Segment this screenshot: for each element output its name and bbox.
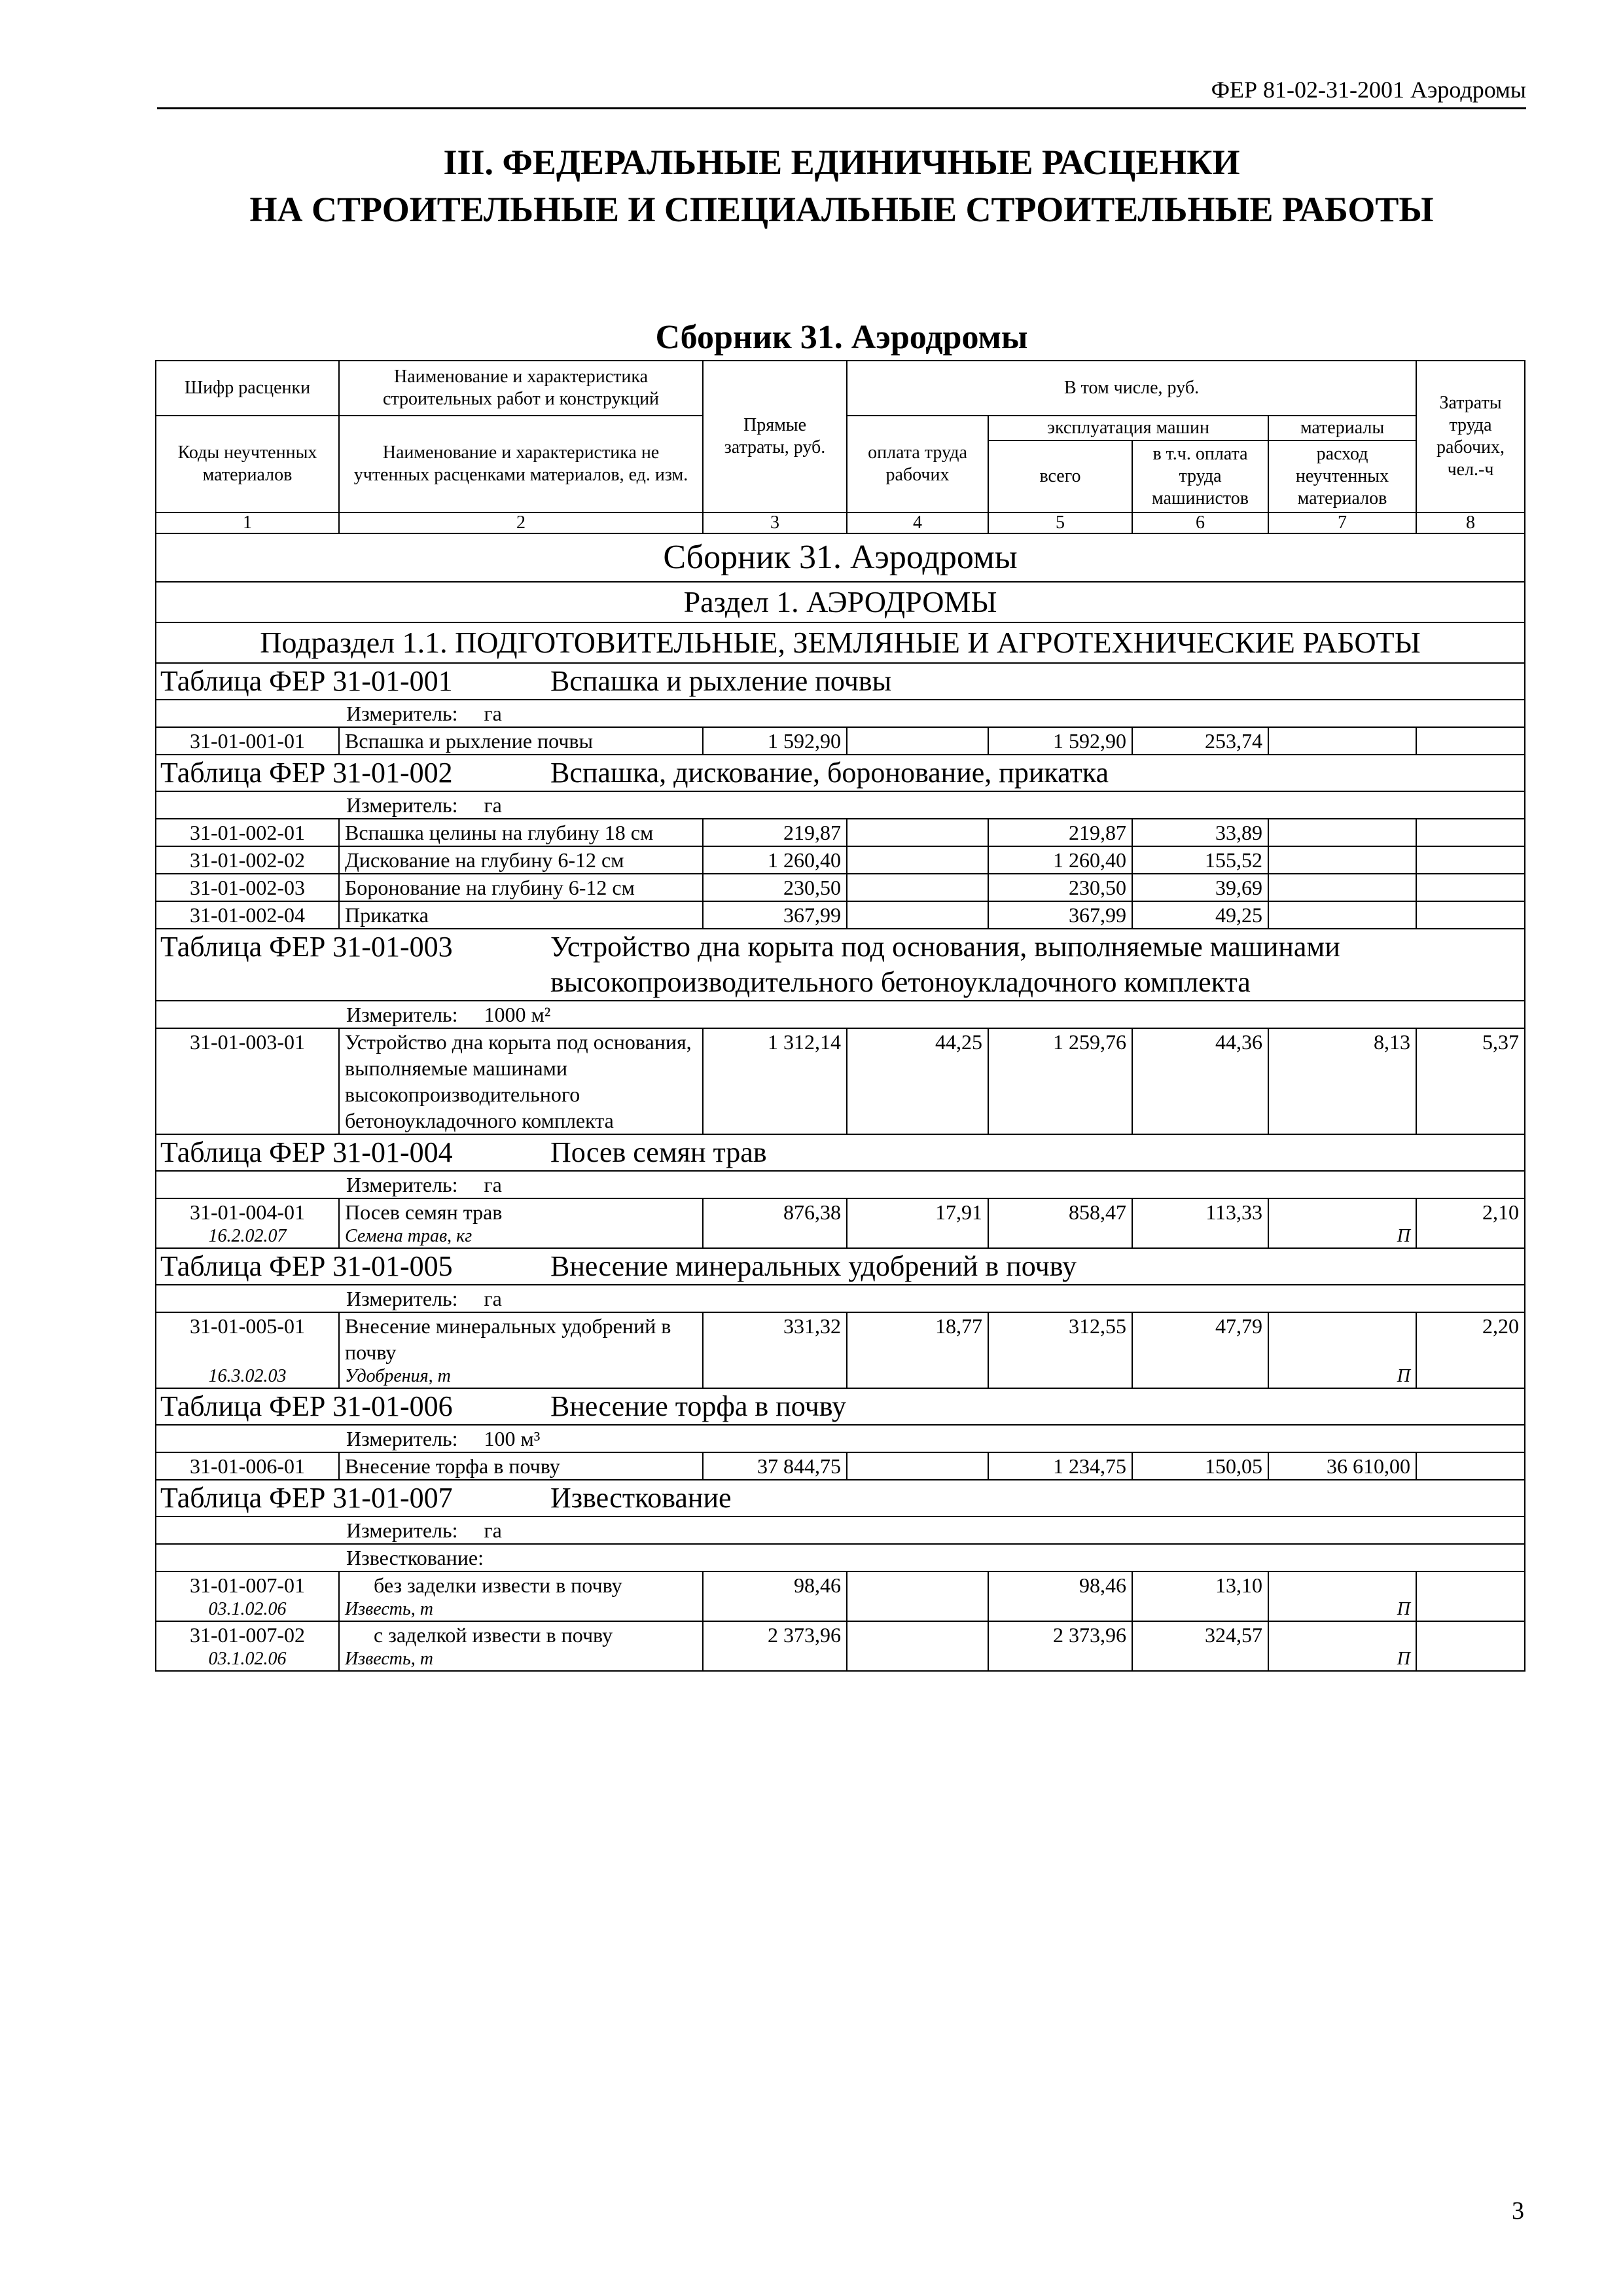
machines-pay: 155,52 [1132, 846, 1268, 874]
rate-table-number: Таблица ФЕР 31-01-002 [160, 757, 453, 789]
direct-cost: 1 312,14 [703, 1028, 847, 1134]
labor-cost: 2,10 [1416, 1198, 1525, 1248]
material-name: Известь, т [339, 1648, 703, 1671]
material-use: П [1268, 1598, 1416, 1621]
machines-total: 367,99 [988, 901, 1132, 929]
measure-label: Измеритель: [346, 793, 458, 817]
rate-code: 31-01-002-03 [156, 874, 339, 901]
rate-code: 31-01-007-01 [156, 1571, 339, 1598]
labor-pay [847, 1621, 988, 1671]
direct-cost: 331,32 [703, 1312, 847, 1388]
machines-total: 2 373,96 [988, 1621, 1132, 1671]
direct-cost: 219,87 [703, 819, 847, 846]
direct-cost: 1 260,40 [703, 846, 847, 874]
machines-total: 1 592,90 [988, 727, 1132, 755]
machines-pay: 49,25 [1132, 901, 1268, 929]
rate-name: Посев семян трав [339, 1198, 703, 1225]
col-number: 1 [156, 512, 339, 533]
materials [1268, 819, 1416, 846]
material-name: Удобрения, т [339, 1365, 703, 1388]
rate-table-number: Таблица ФЕР 31-01-006 [160, 1390, 453, 1422]
materials: 8,13 [1268, 1028, 1416, 1134]
main-title-line-1: III. ФЕДЕРАЛЬНЫЕ ЕДИНИЧНЫЕ РАСЦЕНКИ [443, 143, 1240, 182]
machines-pay: 33,89 [1132, 819, 1268, 846]
materials [1268, 1312, 1416, 1365]
labor-pay [847, 819, 988, 846]
rate-table-number: Таблица ФЕР 31-01-003 [160, 931, 453, 963]
col-number: 8 [1416, 512, 1525, 533]
rate-table-title [156, 1480, 1525, 1516]
machines-total: 1 259,76 [988, 1028, 1132, 1134]
rate-name: Вспашка целины на глубину 18 см [339, 819, 703, 846]
direct-cost: 98,46 [703, 1571, 847, 1621]
machines-total: 98,46 [988, 1571, 1132, 1621]
labor-cost: 5,37 [1416, 1028, 1525, 1134]
collection-heading: Сборник 31. Аэродромы [156, 533, 1525, 582]
machines-pay: 44,36 [1132, 1028, 1268, 1134]
measure-row [156, 1516, 1525, 1544]
table-row [156, 901, 1525, 929]
rate-code: 31-01-003-01 [156, 1028, 339, 1134]
col-labor-cost: Затраты труда рабочих, чел.-ч [1416, 361, 1525, 512]
rate-name: без заделки извести в почву [339, 1571, 703, 1598]
measure-value: га [484, 793, 502, 817]
material-use: П [1268, 1225, 1416, 1248]
materials [1268, 1571, 1416, 1598]
rate-code: 31-01-005-01 [156, 1312, 339, 1365]
col-incl: В том числе, руб. [847, 361, 1416, 416]
rate-code: 31-01-001-01 [156, 727, 339, 755]
rate-table-number: Таблица ФЕР 31-01-005 [160, 1250, 453, 1282]
measure-label: Измеритель: [346, 1518, 458, 1542]
labor-cost: 2,20 [1416, 1312, 1525, 1388]
col-materials: материалы [1268, 416, 1416, 440]
rate-table-number: Таблица ФЕР 31-01-001 [160, 665, 453, 697]
col-name: Наименование и характеристика строительных работ и конструкций [339, 361, 703, 416]
labor-pay: 18,77 [847, 1312, 988, 1388]
materials [1268, 1198, 1416, 1225]
table-row [156, 1571, 1525, 1598]
table-row [156, 1621, 1525, 1648]
machines-pay: 324,57 [1132, 1621, 1268, 1671]
rate-table-title [156, 1248, 1525, 1285]
table-header [156, 361, 1525, 533]
table-row [156, 727, 1525, 755]
labor-cost [1416, 1571, 1525, 1621]
direct-cost: 876,38 [703, 1198, 847, 1248]
rate-table-title [156, 929, 1525, 1001]
machines-pay: 47,79 [1132, 1312, 1268, 1388]
rate-table-name: Устройство дна корыта под основания, выполняемые машинами высокопроизводительного бетоноукладочного комплекта [550, 931, 1340, 998]
labor-pay: 44,25 [847, 1028, 988, 1134]
measure-row [156, 1285, 1525, 1312]
machines-pay: 253,74 [1132, 727, 1268, 755]
page-number: 3 [1512, 2197, 1524, 2225]
material-code: 03.1.02.06 [156, 1598, 339, 1621]
rate-table-number: Таблица ФЕР 31-01-004 [160, 1136, 453, 1168]
material-code: 16.2.02.07 [156, 1225, 339, 1248]
rate-table-name: Внесение минеральных удобрений в почву [550, 1250, 1077, 1282]
materials [1268, 1621, 1416, 1648]
rate-name: Устройство дна корыта под основания, выполняемые машинами высокопроизводительного бетоноукладочного комплекта [339, 1028, 703, 1134]
labor-cost [1416, 1452, 1525, 1480]
direct-cost: 37 844,75 [703, 1452, 847, 1480]
labor-pay [847, 727, 988, 755]
measure-label: Измеритель: [346, 1427, 458, 1450]
col-number: 4 [847, 512, 988, 533]
measure-row [156, 1425, 1525, 1452]
labor-cost [1416, 901, 1525, 929]
measure-value: 100 м³ [484, 1427, 541, 1450]
rate-name: Вспашка и рыхление почвы [339, 727, 703, 755]
rate-name: Боронование на глубину 6-12 см [339, 874, 703, 901]
rate-table-name: Известкование [550, 1482, 732, 1514]
measure-label: Измеритель: [346, 1287, 458, 1310]
materials [1268, 874, 1416, 901]
measure-label: Измеритель: [346, 702, 458, 725]
material-name: Семена трав, кг [339, 1225, 703, 1248]
machines-pay: 39,69 [1132, 874, 1268, 901]
labor-pay [847, 874, 988, 901]
rates-table [155, 360, 1525, 1672]
measure-value: га [484, 1287, 502, 1310]
machines-total: 230,50 [988, 874, 1132, 901]
rate-code: 31-01-004-01 [156, 1198, 339, 1225]
measure-value: га [484, 1518, 502, 1542]
rate-table-title [156, 1388, 1525, 1425]
material-code: 16.3.02.03 [156, 1365, 339, 1388]
materials [1268, 846, 1416, 874]
labor-pay [847, 846, 988, 874]
col-machines-total: всего [988, 440, 1132, 512]
labor-cost [1416, 874, 1525, 901]
table-row [156, 1452, 1525, 1480]
col-labor-pay: оплата труда рабочих [847, 416, 988, 512]
rate-code: 31-01-007-02 [156, 1621, 339, 1648]
machines-pay: 113,33 [1132, 1198, 1268, 1248]
measure-row [156, 1171, 1525, 1198]
table-row [156, 1312, 1525, 1365]
measure-value: 1000 м² [484, 1003, 551, 1026]
labor-cost [1416, 819, 1525, 846]
page-header [157, 73, 1526, 109]
col-number: 6 [1132, 512, 1268, 533]
labor-cost [1416, 846, 1525, 874]
labor-cost [1416, 1621, 1525, 1671]
rate-table-title [156, 755, 1525, 791]
material-use: П [1268, 1648, 1416, 1671]
direct-cost: 1 592,90 [703, 727, 847, 755]
materials [1268, 727, 1416, 755]
materials [1268, 901, 1416, 929]
col-number: 2 [339, 512, 703, 533]
machines-total: 1 234,75 [988, 1452, 1132, 1480]
table-row [156, 874, 1525, 901]
main-title [157, 139, 1526, 233]
rate-table-number: Таблица ФЕР 31-01-007 [160, 1482, 453, 1514]
group-label: Известкование: [156, 1544, 1525, 1571]
machines-total: 858,47 [988, 1198, 1132, 1248]
machines-total: 312,55 [988, 1312, 1132, 1388]
subsection-heading: Подраздел 1.1. ПОДГОТОВИТЕЛЬНЫЕ, ЗЕМЛЯНЫЕ И АГРОТЕХНИЧЕСКИЕ РАБОТЫ [156, 622, 1525, 663]
col-machines: эксплуатация машин [988, 416, 1268, 440]
measure-value: га [484, 1173, 502, 1196]
machines-pay: 150,05 [1132, 1452, 1268, 1480]
measure-row [156, 700, 1525, 727]
measure-row [156, 1001, 1525, 1028]
section-heading: Раздел 1. АЭРОДРОМЫ [156, 582, 1525, 622]
rate-code: 31-01-002-04 [156, 901, 339, 929]
rate-name: с заделкой извести в почву [339, 1621, 703, 1648]
table-body [156, 533, 1525, 1671]
labor-cost [1416, 727, 1525, 755]
col-number: 3 [703, 512, 847, 533]
rate-code: 31-01-002-02 [156, 846, 339, 874]
col-code: Шифр расценки [156, 361, 339, 416]
direct-cost: 367,99 [703, 901, 847, 929]
main-title-line-2: НА СТРОИТЕЛЬНЫЕ И СПЕЦИАЛЬНЫЕ СТРОИТЕЛЬНЫЕ РАБОТЫ [249, 190, 1434, 229]
rate-table-title [156, 663, 1525, 700]
material-code: 03.1.02.06 [156, 1648, 339, 1671]
col-code-mat: Коды неучтенных материалов [156, 416, 339, 512]
col-name-mat: Наименование и характеристика не учтенных расценками материалов, ед. изм. [339, 416, 703, 512]
collection-title: Сборник 31. Аэродромы [655, 319, 1028, 356]
col-materials-use: расход неучтенных материалов [1268, 440, 1416, 512]
measure-row [156, 791, 1525, 819]
machines-total: 219,87 [988, 819, 1132, 846]
rate-table-name: Вспашка и рыхление почвы [550, 665, 892, 697]
rate-table-name: Вспашка, дискование, боронование, прикатка [550, 757, 1109, 789]
rate-code: 31-01-006-01 [156, 1452, 339, 1480]
table-row [156, 1028, 1525, 1134]
col-direct: Прямые затраты, руб. [703, 361, 847, 512]
rate-code: 31-01-002-01 [156, 819, 339, 846]
machines-total: 1 260,40 [988, 846, 1132, 874]
rate-name: Внесение торфа в почву [339, 1452, 703, 1480]
measure-label: Измеритель: [346, 1173, 458, 1196]
table-row [156, 819, 1525, 846]
rate-name: Прикатка [339, 901, 703, 929]
rate-table-name: Посев семян трав [550, 1136, 767, 1168]
labor-pay [847, 1571, 988, 1621]
table-row [156, 1198, 1525, 1225]
table-row [156, 846, 1525, 874]
material-name: Известь, т [339, 1598, 703, 1621]
measure-label: Измеритель: [346, 1003, 458, 1026]
direct-cost: 230,50 [703, 874, 847, 901]
document-code: ФЕР 81-02-31-2001 Аэродромы [1211, 77, 1526, 103]
rate-table-title [156, 1134, 1525, 1171]
rate-table-name: Внесение торфа в почву [550, 1390, 847, 1422]
col-number: 5 [988, 512, 1132, 533]
labor-pay [847, 1452, 988, 1480]
materials: 36 610,00 [1268, 1452, 1416, 1480]
measure-value: га [484, 702, 502, 725]
direct-cost: 2 373,96 [703, 1621, 847, 1671]
machines-pay: 13,10 [1132, 1571, 1268, 1621]
col-number: 7 [1268, 512, 1416, 533]
rate-name: Дискование на глубину 6-12 см [339, 846, 703, 874]
labor-pay: 17,91 [847, 1198, 988, 1248]
material-use: П [1268, 1365, 1416, 1388]
labor-pay [847, 901, 988, 929]
rate-name: Внесение минеральных удобрений в почву [339, 1312, 703, 1365]
col-machines-pay: в т.ч. оплата труда машинистов [1132, 440, 1268, 512]
